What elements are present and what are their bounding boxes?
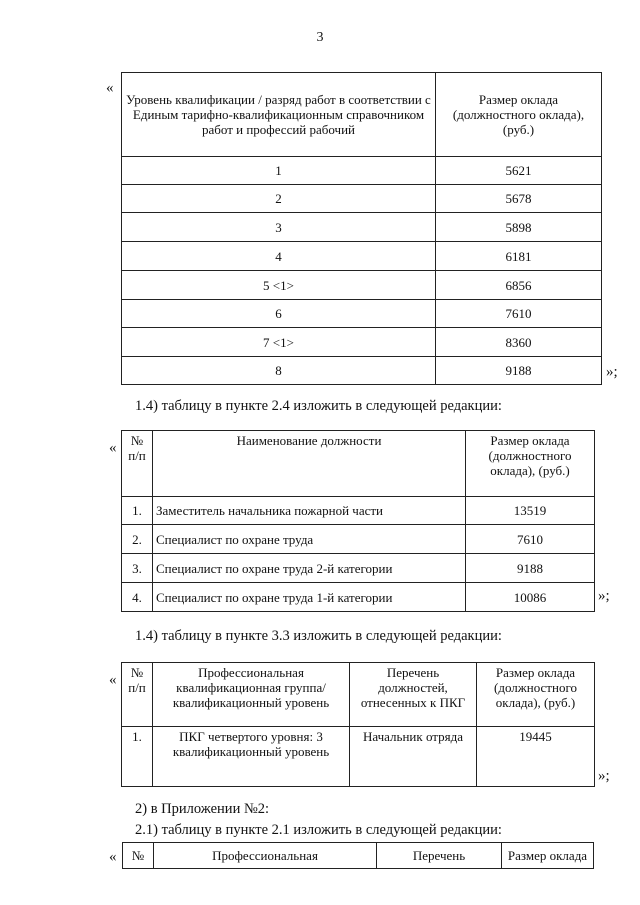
table-row [122,727,595,787]
header-cell: Размер оклада [502,843,594,869]
salary-cell: 5898 [436,213,602,242]
table-header-row [123,843,594,869]
salary-cell: 5678 [436,185,602,213]
positions-cell: Начальник отряда [350,727,477,787]
table-position-salaries [121,430,595,612]
paragraph: 1.4) таблицу в пункте 3.3 изложить в следующей редакции: [135,628,502,644]
number-cell: 4. [122,583,153,612]
table-row [122,525,595,554]
salary-cell: 9188 [436,357,602,385]
header-cell: Размер оклада (должностного оклада), (руб.) [477,663,595,727]
level-cell: 6 [122,300,436,328]
table-row [122,328,602,357]
table3-open-quote: « [109,672,117,688]
number-cell: 2. [122,525,153,554]
header-cell: Перечень [377,843,502,869]
pkg-cell: ПКГ четвертого уровня: 3 квалификационный уровень [153,727,350,787]
salary-cell: 9188 [466,554,595,583]
level-cell: 4 [122,242,436,271]
level-cell: 3 [122,213,436,242]
position-cell: Специалист по охране труда [153,525,466,554]
paragraph: 2) в Приложении №2: [135,801,270,817]
salary-cell: 19445 [477,727,595,787]
salary-cell: 7610 [436,300,602,328]
header-cell: Размер оклада (должностного оклада), (руб.) [436,73,602,157]
position-cell: Заместитель начальника пожарной части [153,497,466,525]
table-header-row [122,663,595,727]
header-cell: № п/п [122,431,153,497]
level-cell: 1 [122,157,436,185]
header-cell: Размер оклада (должностного оклада), (руб.) [466,431,595,497]
table-row [122,185,602,213]
header-cell: Профессиональная [154,843,377,869]
salary-cell: 7610 [466,525,595,554]
table-row [122,300,602,328]
table1-open-quote: « [106,80,114,96]
paragraph: 2.1) таблицу в пункте 2.1 изложить в следующей редакции: [135,822,502,838]
header-cell: № п/п [122,663,153,727]
table-row [122,157,602,185]
page-number: 3 [316,30,324,45]
header-cell: Профессиональная квалификационная группа/ квалификационный уровень [153,663,350,727]
header-cell: Перечень должностей, отнесенных к ПКГ [350,663,477,727]
paragraph: 1.4) таблицу в пункте 2.4 изложить в следующей редакции: [135,398,502,414]
table-row [122,583,595,612]
level-cell: 7 <1> [122,328,436,357]
table2-close-mark: »; [598,588,610,604]
number-cell: 3. [122,554,153,583]
salary-cell: 6181 [436,242,602,271]
table-header-row [122,73,602,157]
table-row [122,554,595,583]
position-cell: Специалист по охране труда 2-й категории [153,554,466,583]
salary-cell: 5621 [436,157,602,185]
level-cell: 2 [122,185,436,213]
table2-open-quote: « [109,440,117,456]
salary-cell: 13519 [466,497,595,525]
table4-open-quote: « [109,849,117,865]
table-pkg-salaries [121,662,595,787]
position-cell: Специалист по охране труда 1-й категории [153,583,466,612]
number-cell: 1. [122,497,153,525]
table-qualification-salaries [121,72,602,385]
table3-close-mark: »; [598,768,610,784]
table-row [122,242,602,271]
table1-close-mark: »; [606,364,618,380]
table-row [122,357,602,385]
level-cell: 5 <1> [122,271,436,300]
header-cell: № [123,843,154,869]
header-cell: Наименование должности [153,431,466,497]
number-cell: 1. [122,727,153,787]
salary-cell: 10086 [466,583,595,612]
header-cell: Уровень квалификации / разряд работ в соответствии с Единым тарифно-квалификационным справочником работ и профессий рабочий [122,73,436,157]
level-cell: 8 [122,357,436,385]
table-header-row [122,431,595,497]
salary-cell: 6856 [436,271,602,300]
table-row [122,271,602,300]
table-row [122,213,602,242]
table-cutoff [122,842,594,869]
table-row [122,497,595,525]
salary-cell: 8360 [436,328,602,357]
